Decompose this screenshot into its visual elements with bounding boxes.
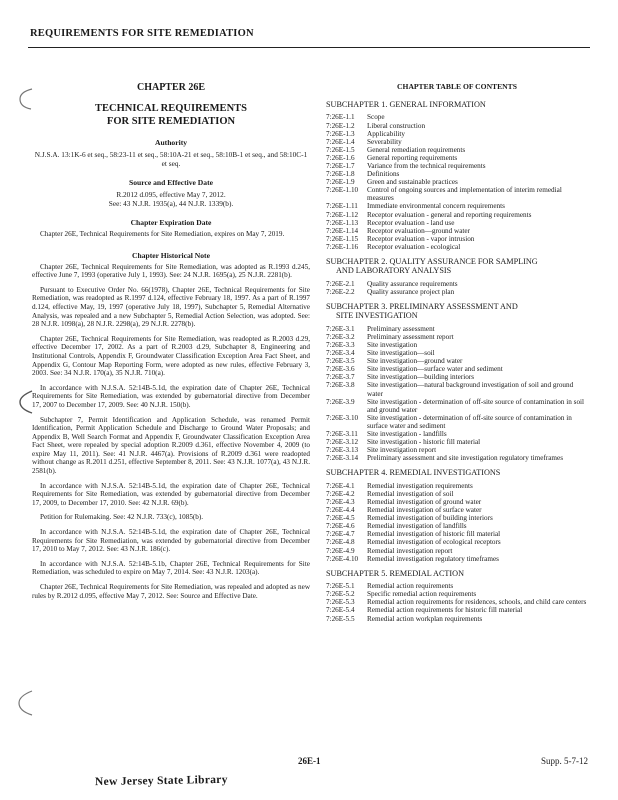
section-number: 7:26E-3.3 (326, 341, 355, 349)
subchapter-title-cont: AND LABORATORY ANALYSIS (336, 266, 452, 276)
section-title: Remedial investigation of landfills (367, 522, 467, 531)
toc-entry (326, 538, 588, 546)
section-title: Site investigation—natural background investigation of soil and ground water (367, 381, 574, 398)
toc-entry (326, 341, 588, 349)
history-paragraph: In accordance with N.J.S.A. 52:14B-5.1d, the expiration date of Chapter 26E, Technical Requirements for Site Remediation, was extended by gubernatorial directive from December 17, 2007 to December 17, 2009. See: 40 N.J.R. 150(b). (32, 383, 310, 409)
section-number: 7:26E-1.7 (326, 161, 355, 170)
section-title: Site investigation report (367, 446, 437, 455)
section-title: Receptor evaluation - land use (367, 218, 455, 227)
section-number: 7:26E-1.15 (326, 234, 359, 243)
section-number: 7:26E-1.4 (326, 137, 355, 146)
section-title: Remedial investigation of building interiors (367, 514, 493, 523)
toc-entry (326, 582, 588, 590)
section-title: Remedial investigation of surface water (367, 506, 482, 515)
toc-entry (326, 490, 588, 498)
section-title: Site investigation—surface water and sediment (367, 365, 503, 374)
section-title: Immediate environmental concern requirements (367, 202, 505, 211)
toc-entry (326, 454, 588, 462)
section-title: General reporting requirements (367, 153, 458, 162)
toc-entry (326, 555, 588, 563)
expiration-heading: Chapter Expiration Date (130, 218, 212, 227)
section-number: 7:26E-3.7 (326, 373, 355, 382)
running-header: REQUIREMENTS FOR SITE REMEDIATION (30, 28, 254, 39)
section-number: 7:26E-1.12 (326, 210, 359, 219)
section-number: 7:26E-1.13 (326, 218, 359, 227)
section-title: Remedial investigation report (367, 546, 453, 555)
section-number: 7:26E-3.12 (326, 438, 359, 447)
subchapter-heading (326, 257, 588, 276)
toc-entry (326, 414, 588, 430)
subchapter-title: SUBCHAPTER 1. GENERAL INFORMATION (326, 100, 486, 109)
toc-entry (326, 186, 588, 202)
subchapter-title-cont: SITE INVESTIGATION (336, 311, 418, 321)
section-number: 7:26E-4.8 (326, 538, 355, 547)
section-number: 7:26E-3.8 (326, 381, 355, 390)
section-number: 7:26E-1.10 (326, 186, 359, 195)
page-number: 26E-1 (298, 756, 321, 766)
section-number: 7:26E-1.6 (326, 153, 355, 162)
authority-text: N.J.S.A. 13:1K-6 et seq., 58:23-11 et seq., 58:10A-21 et seq., 58:10B-1 et seq., and 58:10C-1 et seq. (34, 150, 308, 168)
toc-entry (326, 154, 588, 162)
toc-entry (326, 381, 588, 397)
section-number: 7:26E-1.14 (326, 226, 359, 235)
section-number: 7:26E-3.6 (326, 365, 355, 374)
section-title: Preliminary assessment and site investigation regulatory timeframes (367, 454, 564, 463)
section-title: Variance from the technical requirements (367, 161, 486, 170)
section-title: Specific remedial action requirements (367, 590, 477, 599)
section-number: 7:26E-5.1 (326, 582, 355, 591)
authority-heading: Authority (154, 138, 188, 147)
section-number: 7:26E-2.2 (326, 287, 355, 296)
section-title: Remedial investigation regulatory timeframes (367, 554, 499, 563)
subchapter-title: SUBCHAPTER 3. PRELIMINARY ASSESSMENT AND (326, 302, 518, 311)
toc-entry (326, 514, 588, 522)
toc-entry (326, 349, 588, 357)
section-title: Liberal construction (367, 121, 426, 130)
subchapter-heading (326, 100, 588, 109)
section-title: Remedial investigation of soil (367, 489, 454, 498)
section-number: 7:26E-1.8 (326, 170, 355, 179)
left-column (32, 54, 310, 606)
toc-entry (326, 146, 588, 154)
section-number: 7:26E-2.1 (326, 279, 355, 288)
source-line-1: R.2012 d.095, effective May 7, 2012. (116, 190, 226, 199)
toc-entry (326, 211, 588, 219)
section-title: Remedial investigation of ground water (367, 498, 482, 506)
section-title: Site investigation (367, 341, 418, 349)
section-title: Site investigation - determination of off-site source of contamination in soil and ground water (367, 397, 585, 414)
section-number: 7:26E-3.2 (326, 332, 355, 341)
section-number: 7:26E-1.2 (326, 121, 355, 130)
section-number: 7:26E-4.6 (326, 522, 355, 531)
section-title: Remedial investigation of historic fill material (367, 530, 501, 539)
toc-entry (326, 235, 588, 243)
toc-entry (326, 280, 588, 288)
subchapter-title: SUBCHAPTER 5. REMEDIAL ACTION (326, 568, 464, 578)
subchapter-title: SUBCHAPTER 2. QUALITY ASSURANCE FOR SAMPLING (326, 257, 538, 266)
toc-list (326, 100, 588, 623)
history-paragraph: Subchapter 7, Permit Identification and Application Schedule, was renamed Permit Identification, Permit Application Schedule and Discharge to Ground Water Proposals; and Appendix B, Well Search Format and Appendix F, Groundwater Classification Exception Area Fact Sheet, were repealed by special adoption R.2009 d.361, effective November 4, 2009 (to expire May 11, 2011). See: 41 N.J.R. 4467(a). Provisions of R.2009 d.361 were readopted without change as R.2011 d.251, effective September 8, 2011. See: 43 N.J.R. 1077(a), 43 N.J.R. 2581(b). (32, 415, 310, 476)
toc-entry (326, 365, 588, 373)
section-number: 7:26E-4.9 (326, 546, 355, 555)
section-title: Remedial investigation requirements (367, 481, 473, 490)
section-title: Preliminary assessment (367, 324, 435, 333)
section-number: 7:26E-5.5 (326, 614, 355, 623)
supplement-date: Supp. 5-7-12 (541, 756, 588, 766)
section-title: Receptor evaluation - vapor intrusion (367, 234, 475, 243)
section-number: 7:26E-4.2 (326, 489, 355, 498)
section-number: 7:26E-5.3 (326, 598, 355, 607)
section-number: 7:26E-1.9 (326, 178, 355, 187)
section-number: 7:26E-1.5 (326, 145, 355, 154)
section-title: Receptor evaluation—ground water (367, 226, 470, 235)
toc-entry (326, 130, 588, 138)
subchapter-heading (326, 468, 588, 477)
section-number: 7:26E-3.1 (326, 324, 355, 333)
section-number: 7:26E-5.2 (326, 590, 355, 599)
section-title: Scope (367, 113, 385, 122)
section-title: Green and sustainable practices (367, 178, 458, 187)
chapter-title-line-1: TECHNICAL REQUIREMENTS (95, 103, 247, 114)
section-number: 7:26E-4.3 (326, 498, 355, 506)
toc-entry (326, 288, 588, 296)
toc-entry (326, 219, 588, 227)
section-number: 7:26E-3.11 (326, 430, 358, 439)
section-title: Remedial action requirements (367, 582, 454, 591)
toc-entry (326, 615, 588, 623)
toc-entry (326, 398, 588, 414)
subchapter-heading (326, 302, 588, 321)
section-title: Control of ongoing sources and implementation of interim remedial measures (367, 186, 562, 203)
toc-entry (326, 522, 588, 530)
toc-entry (326, 438, 588, 446)
section-number: 7:26E-3.14 (326, 454, 359, 463)
toc-entry (326, 227, 588, 235)
chapter-number: CHAPTER 26E (136, 82, 206, 93)
toc-entry (326, 333, 588, 341)
toc-entry (326, 202, 588, 210)
section-title: Receptor evaluation - general and reporting requirements (367, 210, 532, 219)
history-paragraph: In accordance with N.J.S.A. 52:14B-5.1b, Chapter 26E, Technical Requirements for Site Remediation, was scheduled to expire on May 7, 2014. See: 43 N.J.R. 1203(a). (32, 559, 310, 577)
section-title: General remediation requirements (367, 145, 466, 154)
toc-entry (326, 430, 588, 438)
section-title: Remedial investigation of ecological receptors (367, 538, 501, 547)
section-number: 7:26E-1.11 (326, 202, 358, 211)
header-rule (28, 47, 590, 48)
section-title: Remedial action requirements for historic fill material (367, 606, 523, 615)
section-title: Applicability (367, 129, 405, 138)
section-number: 7:26E-3.4 (326, 349, 355, 358)
section-title: Site investigation - landfills (367, 430, 447, 439)
section-title: Preliminary assessment report (367, 332, 454, 341)
section-number: 7:26E-4.10 (326, 554, 359, 563)
toc-entry (326, 598, 588, 606)
toc-entry (326, 325, 588, 333)
section-title: Site investigation—soil (367, 349, 435, 358)
chapter-title-line-2: FOR SITE REMEDIATION (106, 116, 236, 127)
toc-entry (326, 138, 588, 146)
history-paragraph: In accordance with N.J.S.A. 52:14B-5.1d, the expiration date of Chapter 26E, Technical Requirements for Site Remediation, was extended by gubernatorial directive from December 17, 2009, to December 17, 2010. See: 42 N.J.R. 69(b). (32, 481, 310, 507)
toc-entry (326, 373, 588, 381)
section-title: Site investigation—building interiors (367, 373, 475, 382)
section-number: 7:26E-4.4 (326, 506, 355, 515)
toc-entry (326, 606, 588, 614)
section-title: Receptor evaluation - ecological (367, 242, 461, 251)
toc-entry (326, 357, 588, 365)
history-paragraph: Petition for Rulemaking. See: 42 N.J.R. 733(c), 1085(b). (40, 513, 204, 522)
subchapter-heading (326, 569, 588, 578)
section-title: Quality assurance requirements (367, 279, 458, 288)
toc-entry (326, 162, 588, 170)
section-title: Site investigation - determination of off-site source of contamination in surface water and sediment (367, 413, 572, 430)
toc-entry (326, 590, 588, 598)
source-heading: Source and Effective Date (128, 178, 213, 187)
library-stamp: New Jersey State Library (94, 773, 228, 789)
toc-entry (326, 547, 588, 555)
toc-entry (326, 530, 588, 538)
expiration-text: Chapter 26E, Technical Requirements for Site Remediation, expires on May 7, 2019. (40, 230, 285, 238)
toc-entry (326, 506, 588, 514)
subchapter-title: SUBCHAPTER 4. REMEDIAL INVESTIGATIONS (326, 468, 501, 478)
section-number: 7:26E-4.5 (326, 514, 355, 523)
history-heading: Chapter Historical Note (132, 250, 210, 260)
section-title: Remedial action workplan requirements (367, 614, 483, 623)
section-number: 7:26E-5.4 (326, 606, 355, 615)
toc-entry (326, 113, 588, 121)
section-number: 7:26E-1.1 (326, 113, 355, 122)
toc-entry (326, 170, 588, 178)
toc-entry (326, 122, 588, 130)
section-title: Definitions (367, 170, 400, 179)
section-title: Site investigation - historic fill material (367, 438, 481, 447)
toc-entry (326, 482, 588, 490)
section-number: 7:26E-4.7 (326, 530, 355, 539)
section-title: Quality assurance project plan (367, 287, 455, 296)
section-number: 7:26E-3.10 (326, 413, 359, 422)
section-title: Remedial action requirements for residences, schools, and child care centers (367, 598, 587, 607)
history-paragraph: In accordance with N.J.S.A. 52:14B-5.1d, the expiration date of Chapter 26E, Technical Requirements for Site Remediation, was extended by gubernatorial directive from December 17, 2010 to May 7, 2012. See: 43 N.J.R. 186(c). (32, 528, 310, 554)
right-column (326, 54, 588, 623)
toc-entry (326, 446, 588, 454)
section-title: Site investigation—ground water (367, 357, 463, 366)
margin-mark-bottom (14, 688, 36, 718)
toc-heading: CHAPTER TABLE OF CONTENTS (397, 82, 517, 91)
section-number: 7:26E-1.3 (326, 129, 355, 138)
history-paragraph: Chapter 26E, Technical Requirements for Site Remediation, was repealed and adopted as new rules by R.2012 d.095, effective May 7, 2012. See: Source and Effective Date. (32, 583, 311, 600)
section-number: 7:26E-1.16 (326, 242, 359, 251)
chapter-title (32, 102, 310, 128)
history-paragraph: Chapter 26E, Technical Requirements for Site Remediation, was readopted as R.2003 d.29, effective December 17, 2002. As a part of R.2003 d.29, Subchapter 8, Engineering and Institutional Controls, Appendix F, Groundwater Classification Exception Area Fact Sheet, and Appendix G, Contour Map Reporting Form, were adopted as new rules, effective February 3, 2003. See: 34 N.J.R. 170(a), 35 N.J.R. 710(a). (32, 334, 310, 378)
section-number: 7:26E-4.1 (326, 481, 355, 490)
toc-entry (326, 498, 588, 506)
history-paragraph: Chapter 26E, Technical Requirements for Site Remediation, was adopted as R.1993 d.245, effective June 7, 1993 (operative July 1, 1993). See: 24 N.J.R. 1695(a), 25 N.J.R. 2281(b). (32, 262, 310, 280)
section-number: 7:26E-3.13 (326, 446, 359, 455)
toc-entry (326, 243, 588, 251)
section-title: Severability (367, 137, 402, 146)
toc-entry (326, 178, 588, 186)
section-number: 7:26E-3.9 (326, 397, 355, 406)
history-paragraph: Pursuant to Executive Order No. 66(1978), Chapter 26E, Technical Requirements for Site Remediation, was readopted as R.1997 d.124, effective February 18, 1997. As a part of R.1997 d.124, effective May, 19, 1997 (operative July 18, 1997), Subchapter 5, Remedial Alternative Analysis, was repealed and a new Subchapter 5, Remedial Action Selection, was adopted. See: 28 N.J.R. 1098(a), 28 N.J.R. 2298(a), 29 N.J.R. 2278(b). (32, 285, 310, 329)
source-line-2: See: 43 N.J.R. 1935(a), 44 N.J.R. 1339(b). (108, 199, 234, 208)
section-number: 7:26E-3.5 (326, 357, 355, 366)
